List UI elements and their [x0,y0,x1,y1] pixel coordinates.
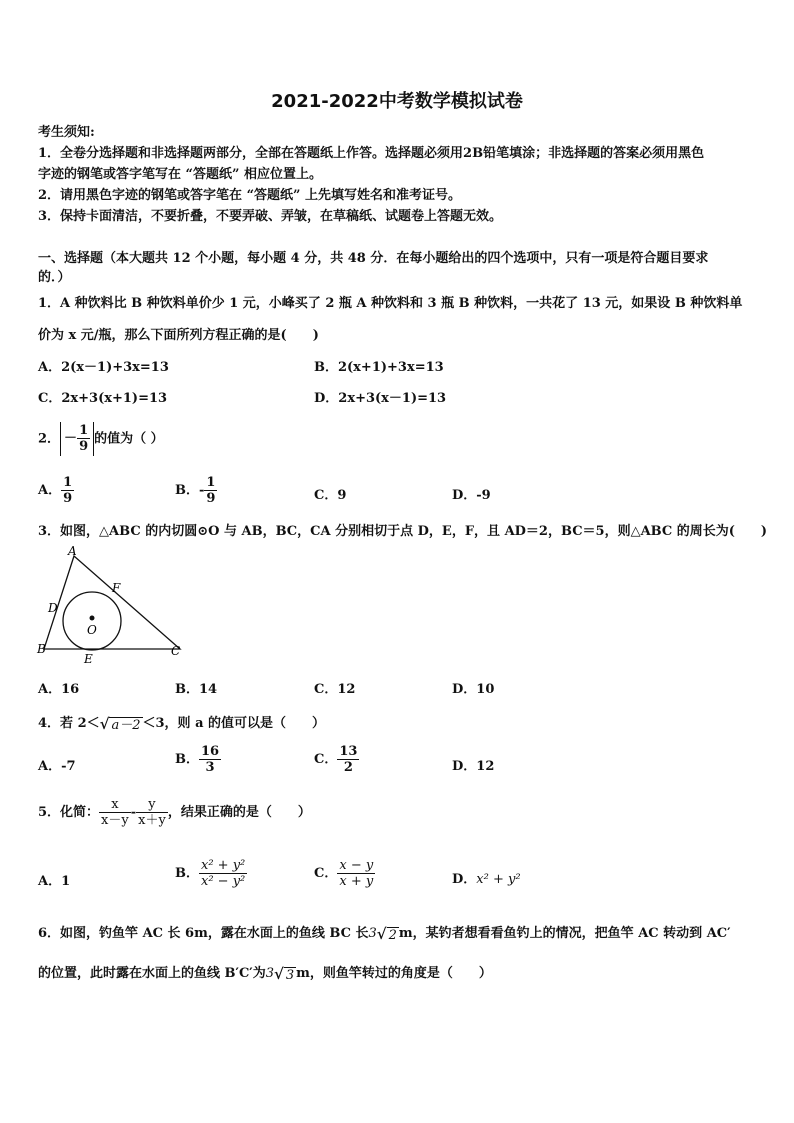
q5-option-c-label: C． [314,866,338,881]
notice-heading: 考生须知: [38,125,95,140]
q4-option-a: A．-7 [38,759,76,774]
q5-option-b-num: x² + y² [201,858,246,873]
q2-suffix: 的值为（ ） [94,431,164,447]
q2-fraction-num: 1 [79,423,89,438]
q5-option-b-den: x² − y² [201,874,246,889]
q2-sign: － [64,431,78,446]
q5-fraction-2-num: y [136,797,168,813]
q4-prefix: 4．若 2＜ [38,716,100,731]
triangle-abc [44,556,180,649]
q5-option-c [314,858,375,889]
q6-line1-radicand: 2 [388,927,397,943]
exam-title: 2021-2022中考数学模拟试卷 [271,91,523,112]
q1-stem-line-2: 价为 x 元/瓶，那么下面所列方程正确的是( ) [38,328,319,343]
q4-option-d: D．12 [452,759,495,774]
q4-suffix: ＜3，则 a 的值可以是（ ） [142,716,326,731]
q5-suffix: ，结果正确的是（ ） [167,805,311,820]
q4-option-b-den: 3 [205,760,215,775]
notice-line-2: 2．请用黑色字迹的钢笔或答字笔在 “答题纸” 上先填写姓名和准考证号。 [38,188,462,203]
q5-option-b-label: B． [175,866,199,881]
q4-option-b [175,744,221,775]
notice-line-1b: 字迹的钢笔或答字笔写在 “答题纸” 相应位置上。 [38,167,323,182]
q5-minus: - [130,805,137,820]
q6-line1-pre: 6．如图，钓鱼竿 AC 长 6m，露在水面上的鱼线 BC 长 [38,926,369,941]
q3-triangle-figure [34,543,184,663]
sqrt-sign-icon: √ [99,715,110,733]
q1-stem-line-1: 1．A 种饮料比 B 种饮料单价少 1 元，小峰买了 2 瓶 A 种饮料和 3 瓶 B 种饮料，一共花了 13 元，如果设 B 种饮料单 [38,296,743,311]
label-c: C [171,644,181,658]
q2-option-b [175,474,217,508]
q6-line2-radicand: 3 [285,967,295,983]
q5-option-c-num: x − y [339,858,374,873]
q3-option-d: D．10 [452,682,495,697]
q6-line2-post: m，则鱼竿转过的角度是（ ） [296,966,492,981]
label-d: D [48,601,58,615]
q5-option-d-label: D． [452,872,477,887]
q2-option-b-label: B．- [175,483,205,498]
q1-option-d: D．2x+3(x－1)=13 [314,391,447,406]
q2-option-b-num: 1 [206,475,216,490]
q6-line2-coef: 3 [265,966,274,981]
q2-stem [38,422,164,457]
q2-option-a-fraction [61,475,74,506]
q5-option-c-fraction [337,858,375,889]
q5-fraction-2-den: x＋y [138,813,166,828]
q6-line1-coef: 3 [368,926,377,941]
q5-option-b-fraction [199,858,247,889]
sqrt-sign-icon: √ [274,964,284,983]
label-e: E [84,652,93,663]
q1-option-c: C．2x+3(x+1)=13 [38,391,168,406]
q5-option-c-den: x + y [339,874,374,889]
q3-option-b: B．14 [175,682,218,697]
section-heading-line-2: 的．） [38,270,71,285]
q2-option-a-den: 9 [63,491,73,506]
q6-line2-sqrt [274,965,296,983]
label-f: F [112,581,121,595]
q4-option-c [314,744,359,775]
q5-prefix: 5．化简： [38,805,100,820]
q4-radicand: a－2 [111,718,141,733]
q5-option-b [175,858,247,889]
q3-option-a: A．16 [38,682,80,697]
q5-fraction-1-den: x－y [101,813,129,828]
q1-option-a: A．2(x－1)+3x=13 [38,360,169,375]
q1-option-b: B．2(x+1)+3x=13 [314,360,444,375]
notice-line-3: 3．保持卡面清洁，不要折叠，不要弄破、弄皱，在草稿纸、试题卷上答题无效。 [38,209,503,224]
q5-fraction-2 [136,797,168,828]
q3-option-c: C．12 [314,682,356,697]
q2-option-a [38,474,74,508]
q4-option-b-num: 16 [201,744,220,759]
q4-stem [38,712,325,733]
sqrt-sign-icon: √ [376,924,387,943]
q2-option-c: C．9 [314,488,347,503]
q4-option-c-den: 2 [343,760,353,775]
incircle-o [63,592,121,650]
q4-option-b-fraction [199,744,221,775]
section-heading-line-1: 一、选择题（本大题共 12 个小题，每小题 4 分，共 48 分．在每小题给出的四个选项中，只有一项是符合题目要求 [38,251,709,266]
q6-line2-pre: 的位置，此时露在水面上的鱼线 B′C′为 [38,966,266,981]
label-o: O [87,623,97,637]
q2-option-d: D．-9 [452,488,491,503]
q2-absolute-value [60,422,94,456]
q2-option-a-num: 1 [63,475,73,490]
q2-option-b-den: 9 [206,491,216,506]
q5-option-a: A．1 [38,874,71,889]
label-b: B [37,642,46,656]
q4-option-b-label: B． [175,752,199,767]
q2-option-a-label: A． [38,483,62,498]
q3-stem: 3．如图，△ABC 的内切圆⊙O 与 AB，BC，CA 分别相切于点 D，E，F，且 AD＝2，BC＝5，则△ABC 的周长为( ) [38,524,768,539]
q5-fraction-1 [99,797,131,828]
q4-option-c-label: C． [314,752,338,767]
q6-line1-post: m，某钓者想看看鱼钓上的情况，把鱼竿 AC 转动到 AC′ [398,926,731,941]
q5-option-d [452,868,521,887]
label-a: A [68,544,77,558]
center-point-o [90,616,95,621]
q2-option-b-fraction [204,475,217,506]
q2-prefix: 2． [38,431,61,447]
q4-option-c-fraction [337,744,359,775]
q6-line1-sqrt [377,925,399,943]
q5-option-d-expr: x² + y² [476,872,521,887]
q6-stem-line-2 [38,962,492,983]
q6-stem-line-1 [38,922,731,943]
q4-sqrt [100,714,143,733]
q5-fraction-1-num: x [99,797,131,813]
q2-fraction [77,423,90,454]
q4-option-c-num: 13 [339,744,358,759]
q2-fraction-den: 9 [79,439,89,454]
q5-stem [38,797,311,828]
notice-line-1a: 1．全卷分选择题和非选择题两部分，全部在答题纸上作答。选择题必须用2B铅笔填涂；非选择题的答案必须用黑色 [38,146,705,161]
